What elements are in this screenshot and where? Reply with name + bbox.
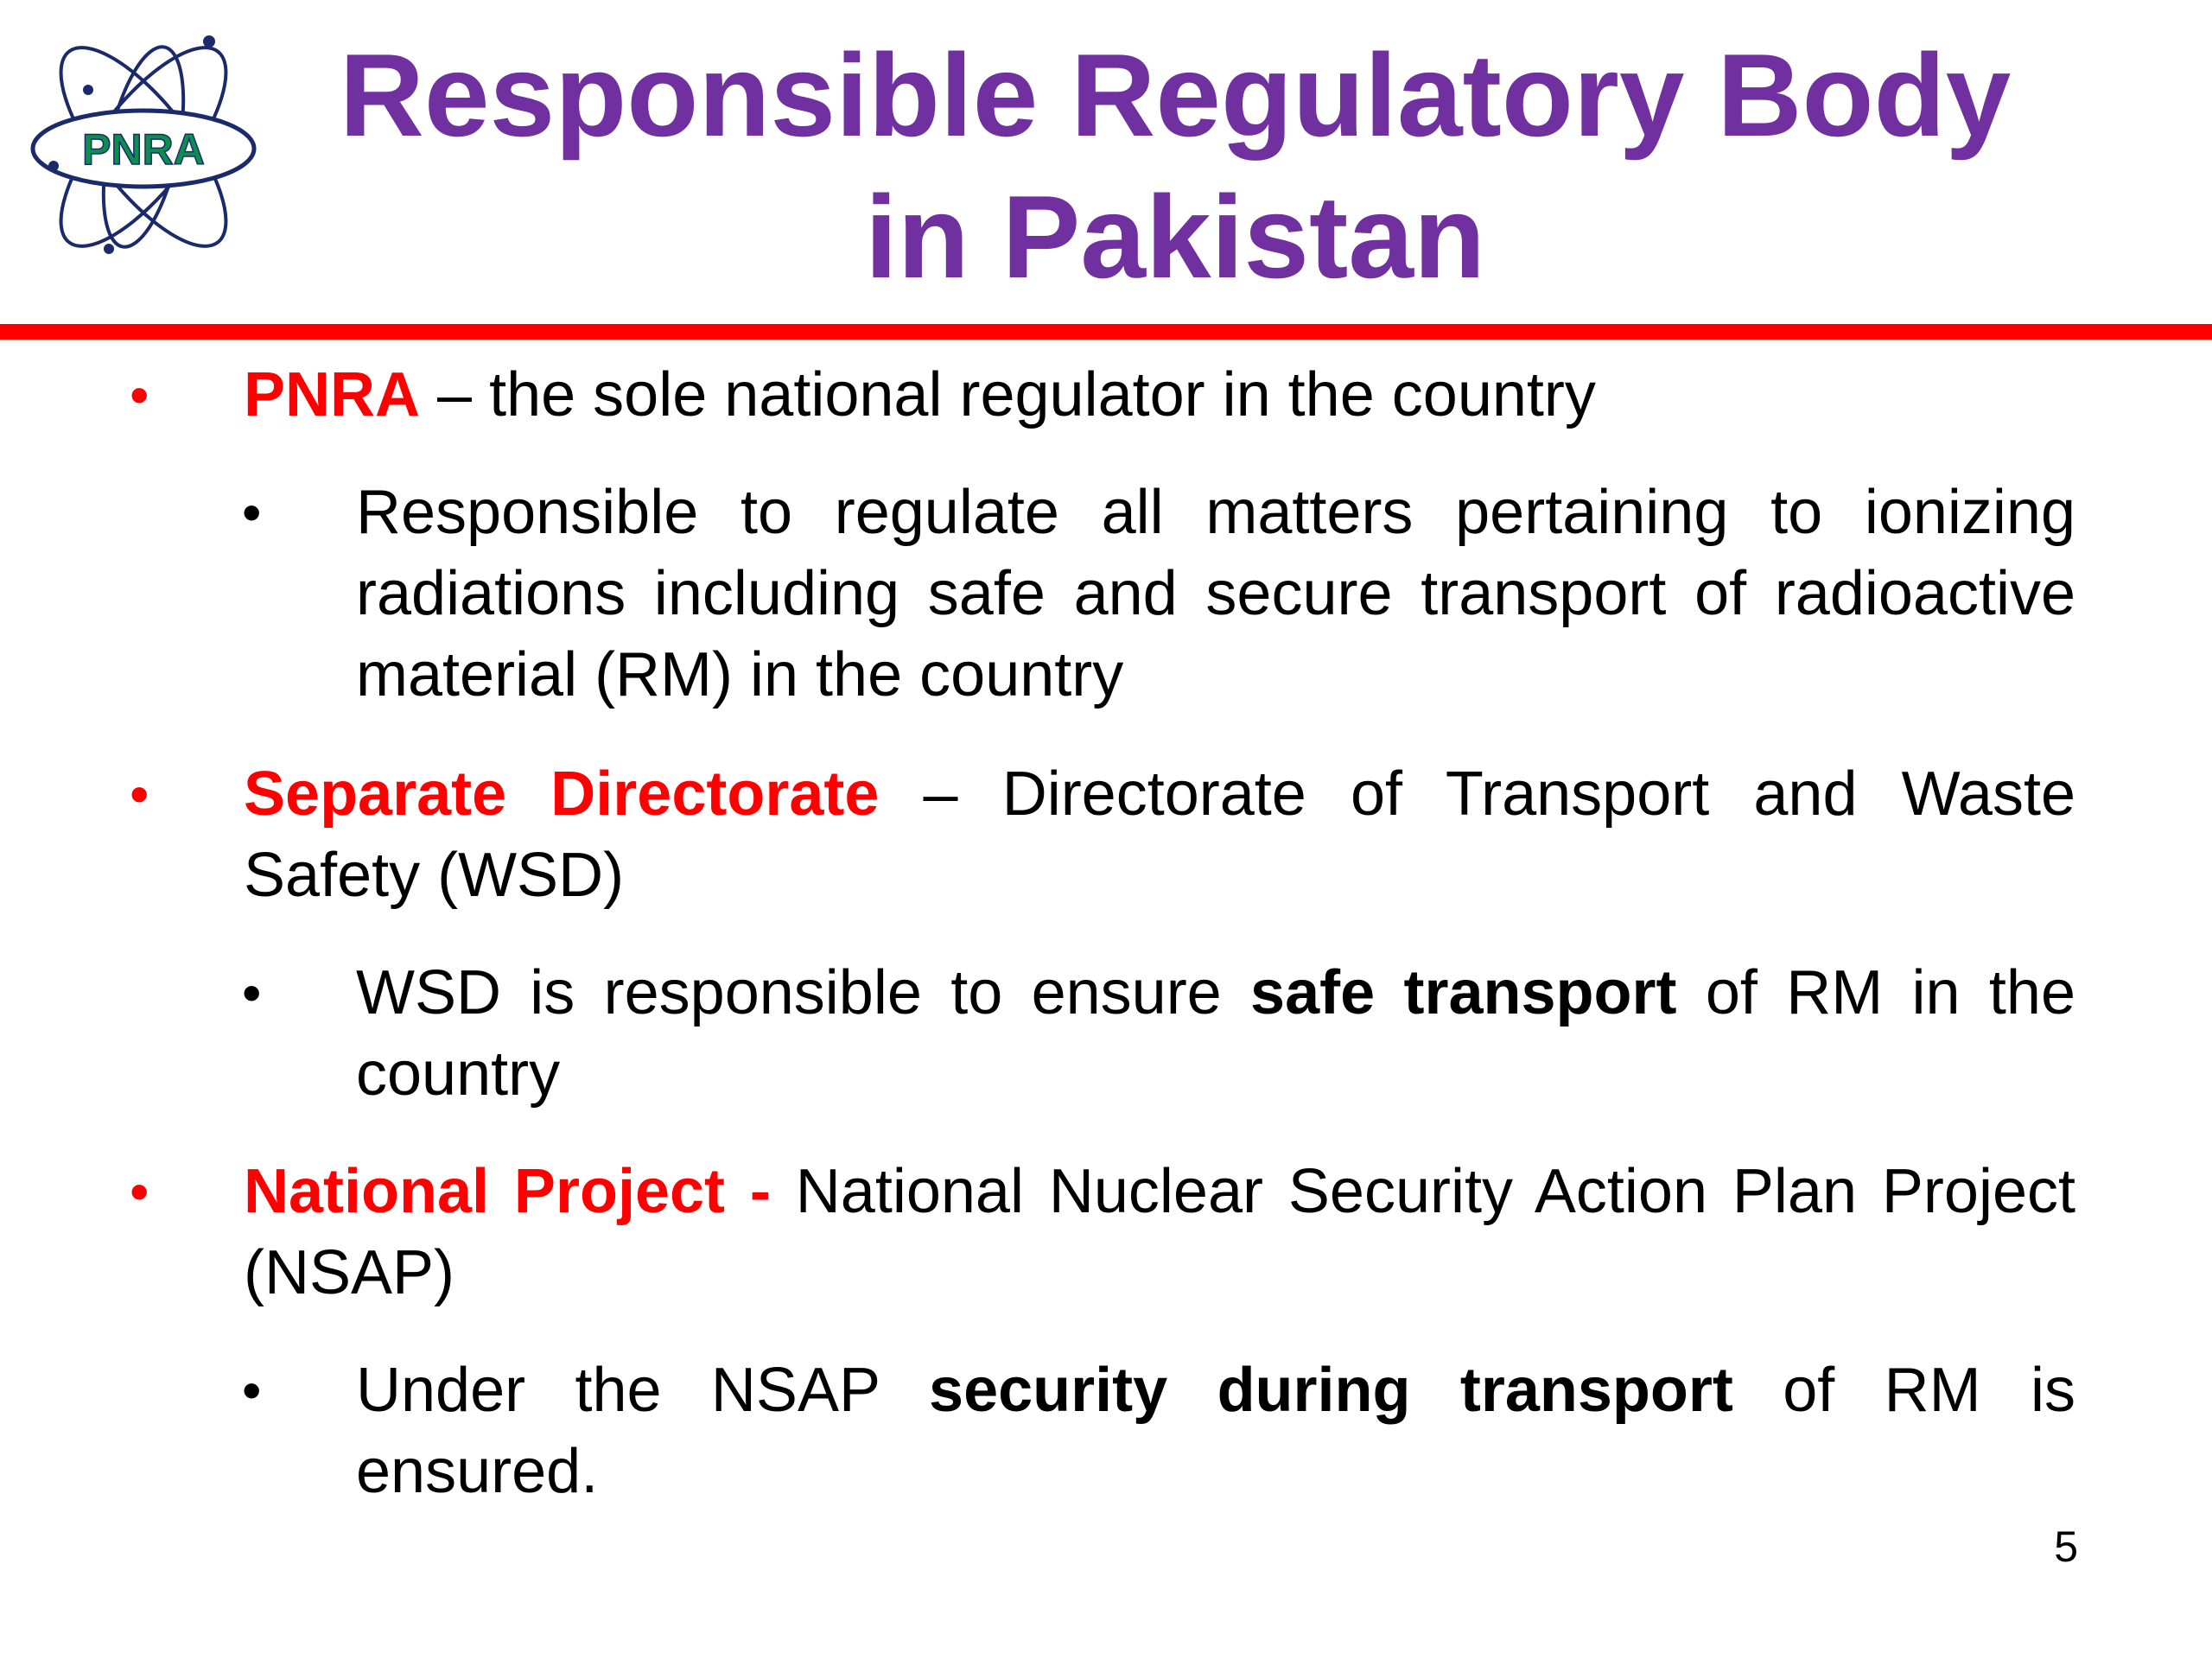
sub-bullet-item-nsap — [356, 1350, 2075, 1512]
bullet-text: – the sole national regulator in the country — [420, 360, 1596, 429]
title-line-2: in Pakistan — [864, 171, 1486, 302]
sub-bullet-bold: safe transport — [1250, 958, 1677, 1027]
bullet-highlight: Separate Directorate — [244, 760, 880, 829]
sub-bullet-item-regulate — [356, 472, 2075, 715]
slide-title — [259, 24, 2091, 308]
bullet-highlight: National Project - — [244, 1157, 771, 1226]
sub-bullet-text-before: WSD is responsible to ensure — [356, 958, 1251, 1027]
sub-bullet-text: Responsible to regulate all matters pertaining to ionizing radiations including safe and secure transport of radioactive material (RM) in the country — [356, 478, 2075, 709]
bullet-marker: • — [130, 763, 149, 825]
atom-logo-icon — [24, 17, 263, 276]
sub-bullet-marker: • — [242, 481, 262, 543]
sub-bullet-text-after: of RM is ensured. — [356, 1356, 2075, 1506]
title-line-1: Responsible Regulatory Body — [339, 29, 2012, 161]
sub-bullet-item-wsd — [356, 952, 2075, 1115]
sub-bullet-bold: security during transport — [929, 1356, 1733, 1425]
bullet-marker: • — [130, 364, 149, 426]
bullet-text: – Directorate of Transport and Waste Safety (WSD) — [244, 760, 2075, 910]
sub-bullet-marker: • — [242, 962, 262, 1024]
page-number: 5 — [2054, 1522, 2078, 1571]
bullet-item-pnra — [244, 354, 2075, 435]
bullet-text: National Nuclear Security Action Plan Project (NSAP) — [244, 1157, 2075, 1307]
sub-bullet-text-before: Under the NSAP — [356, 1356, 930, 1425]
logo-text: PNRA — [82, 125, 205, 174]
pnra-logo — [24, 17, 263, 276]
sub-bullet-text-after: of RM in the country — [356, 958, 2075, 1109]
sub-bullet-marker: • — [242, 1359, 262, 1421]
bullet-highlight: PNRA — [244, 360, 421, 429]
bullet-item-national-project — [244, 1151, 2075, 1313]
bullet-marker: • — [130, 1160, 149, 1223]
title-divider — [0, 324, 2212, 340]
bullet-item-directorate — [244, 753, 2075, 916]
